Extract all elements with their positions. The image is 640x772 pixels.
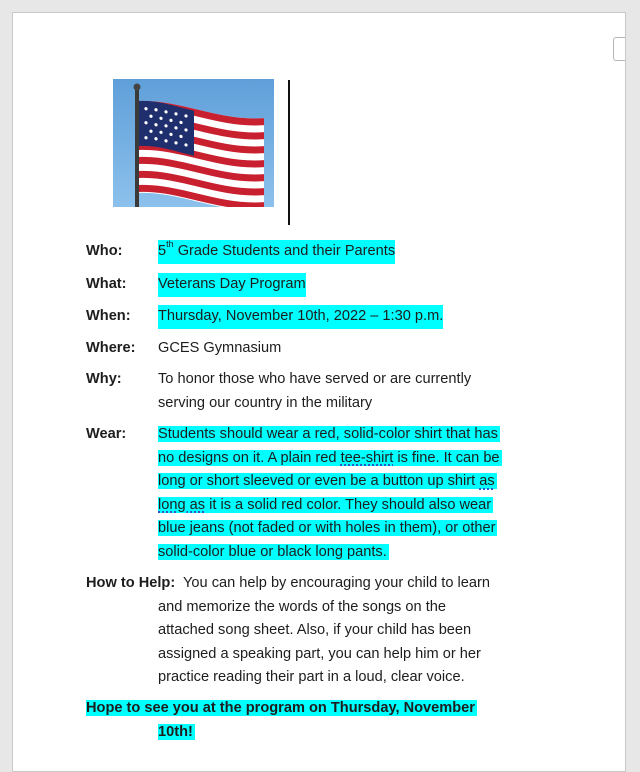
help-value: [158, 596, 490, 690]
closing-text: 10th!: [158, 723, 193, 740]
cursor-divider: [288, 80, 290, 225]
wear-text-part: long or short sleeved or even be a button up shirt: [158, 473, 480, 489]
wear-line: [158, 494, 502, 518]
grammar-word[interactable]: as: [479, 473, 495, 489]
wear-label: Wear:: [86, 426, 127, 442]
help-first-line: [86, 572, 490, 596]
help-row: [86, 572, 490, 690]
where-label: Where:: [86, 340, 136, 356]
american-flag-image: [113, 79, 274, 207]
wear-text: [158, 473, 497, 489]
why-line: To honor those who have served or are currently: [158, 371, 472, 387]
wear-line: [158, 423, 502, 447]
who-sup: th: [166, 239, 174, 250]
why-line: serving our country in the military: [158, 394, 373, 411]
why-value: [158, 368, 471, 415]
when-value: Thursday, November 10th, 2022 – 1:30 p.m.: [158, 305, 443, 329]
help-line: assigned a speaking part, you can help him or her: [158, 645, 481, 662]
where-value: GCES Gymnasium: [158, 340, 282, 356]
wear-text: Students should wear a red, solid-color shirt that has: [158, 426, 498, 442]
who-value: [158, 240, 395, 264]
spellcheck-word[interactable]: tee-shirt: [340, 449, 394, 466]
who-rest: Grade Students and their Parents: [173, 243, 396, 259]
help-line: attached song sheet. Also, if your child has been: [158, 622, 472, 638]
wear-line: [158, 447, 502, 471]
why-label: Why:: [86, 371, 122, 387]
scrollbar-handle[interactable]: [613, 37, 625, 61]
wear-text-part: no designs on it. A plain red: [158, 449, 341, 466]
wear-line: [158, 541, 502, 565]
help-text: You can help by encouraging your child to learn: [175, 575, 490, 591]
help-label: How to Help:: [86, 575, 176, 591]
wear-line: [158, 470, 502, 494]
wear-text-part: it is a solid red color. They should also wear: [205, 496, 492, 513]
what-value: Veterans Day Program: [158, 273, 306, 297]
closing-line: [158, 721, 477, 745]
wear-text: [158, 497, 493, 513]
wear-text: blue jeans (not faded or with holes in them), or other: [158, 520, 496, 536]
document-page: [12, 12, 626, 772]
grammar-word[interactable]: long as: [158, 496, 206, 513]
help-line: practice reading their part in a loud, clear voice.: [158, 669, 465, 685]
wear-line: [158, 517, 502, 541]
when-label: When:: [86, 308, 131, 324]
closing-line: [86, 697, 477, 721]
what-label: What:: [86, 276, 127, 292]
closing-row: [86, 697, 477, 744]
wear-text-part: is fine. It can be: [393, 449, 500, 466]
closing-text: Hope to see you at the program on Thursday, November: [86, 700, 475, 716]
wear-text: solid-color blue or black long pants.: [158, 543, 387, 560]
wear-text: [158, 450, 502, 466]
wear-value: [158, 423, 502, 564]
help-line: and memorize the words of the songs on the: [158, 598, 446, 615]
who-prefix: 5: [158, 243, 167, 259]
who-label: Who:: [86, 243, 123, 259]
